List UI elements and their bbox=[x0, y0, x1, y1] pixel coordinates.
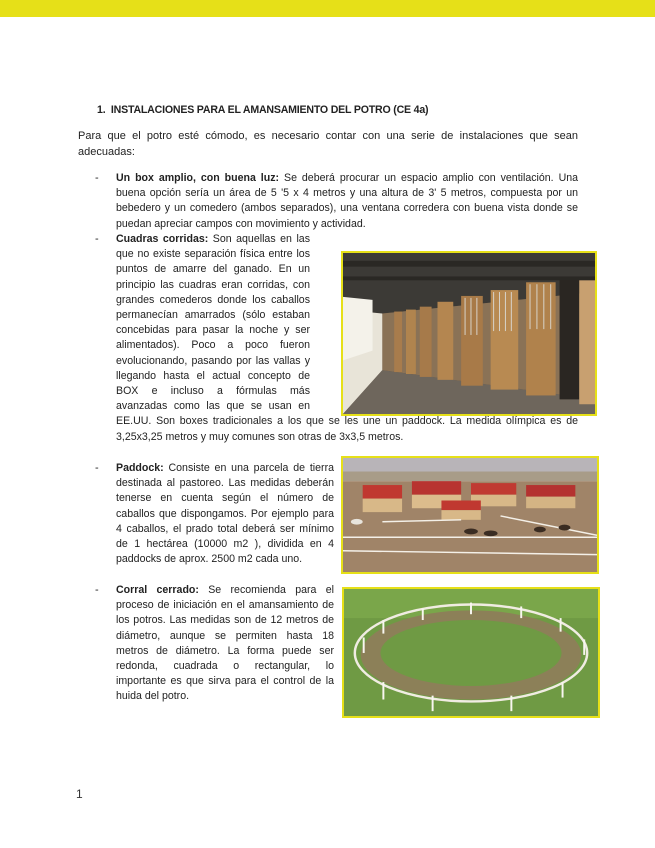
item-term: Cuadras corridas: bbox=[116, 233, 209, 245]
bullet-marker: - bbox=[95, 172, 99, 184]
item-text: Consiste en una parcela de tierra destinada al pastoreo. Las medidas deberán tenerse en cuenta según el número de caballos que dispongamos. Por ejemplo para 4 caballos, el prado total deberá ser mínimo de 1 hectárea (10000 m2 ), dividida en 4 paddocks de aprox. 2500 m2 cada uno. bbox=[116, 462, 334, 566]
intro-paragraph: Para que el potro esté cómodo, es necesario contar con una serie de instalaciones que sean adecuadas: bbox=[78, 130, 578, 158]
page-number: 1 bbox=[76, 787, 83, 801]
item-term: Corral cerrado: bbox=[116, 584, 199, 596]
bullet-marker: - bbox=[95, 462, 99, 474]
item-text: Se recomienda para el proceso de iniciación en el amansamiento de los potros. Las medidas son de 12 metros de diámetro, aunque se permiten hasta 18 metros de diámetro. La forma puede ser redonda, cuadrada o rectangular, lo importante es que sirva para el control de la huida del potro. bbox=[116, 584, 334, 703]
paddock-photo bbox=[341, 456, 599, 574]
round-corral-photo bbox=[342, 587, 600, 718]
item-text: Se deberá procurar un espacio amplio con ventilación. Una buena opción sería un área de 5 '5 x 4 metros y una altura de 3' 5 metros, compuesta por un bebedero y un comedero (ambos separados), una ventana corredera con buena vista donde se puedan apreciar campos con movimiento y actividad. bbox=[116, 172, 579, 230]
item-corral-cerrado bbox=[116, 583, 334, 705]
section-heading: 1. INSTALACIONES PARA EL AMANSAMIENTO DEL POTRO (CE 4a) bbox=[97, 104, 429, 116]
bullet-marker: - bbox=[95, 233, 99, 245]
bullet-marker: - bbox=[95, 584, 99, 596]
item-term: Un box amplio, con buena luz: bbox=[116, 172, 280, 184]
stable-corridor-photo bbox=[341, 251, 597, 416]
item-text: Son aquellas en las que no existe separación física entre los puntos de amarre del ganado. En un principio las cuadras eran corridas, con grandes comederos donde los caballos permanecían amarrados (sólo estaban concebidas para pasar la noche y ser alimentados). Poco a poco fueron evolucionando, pasando por las vallas y llegando hasta el actual concepto de BOX e incluso a fórmulas más avanzadas como las que se usan en EE.UU. Son boxes tradicionales a los que se les une un paddock. La medida olímpica es de 3,25x3,25 metros y muy comunes son otras de 3x3,5 metros. bbox=[116, 233, 578, 443]
item-term: Paddock: bbox=[116, 462, 164, 474]
item-box-amplio bbox=[116, 171, 578, 232]
item-paddock bbox=[116, 461, 334, 567]
header-accent-bar bbox=[0, 0, 655, 17]
